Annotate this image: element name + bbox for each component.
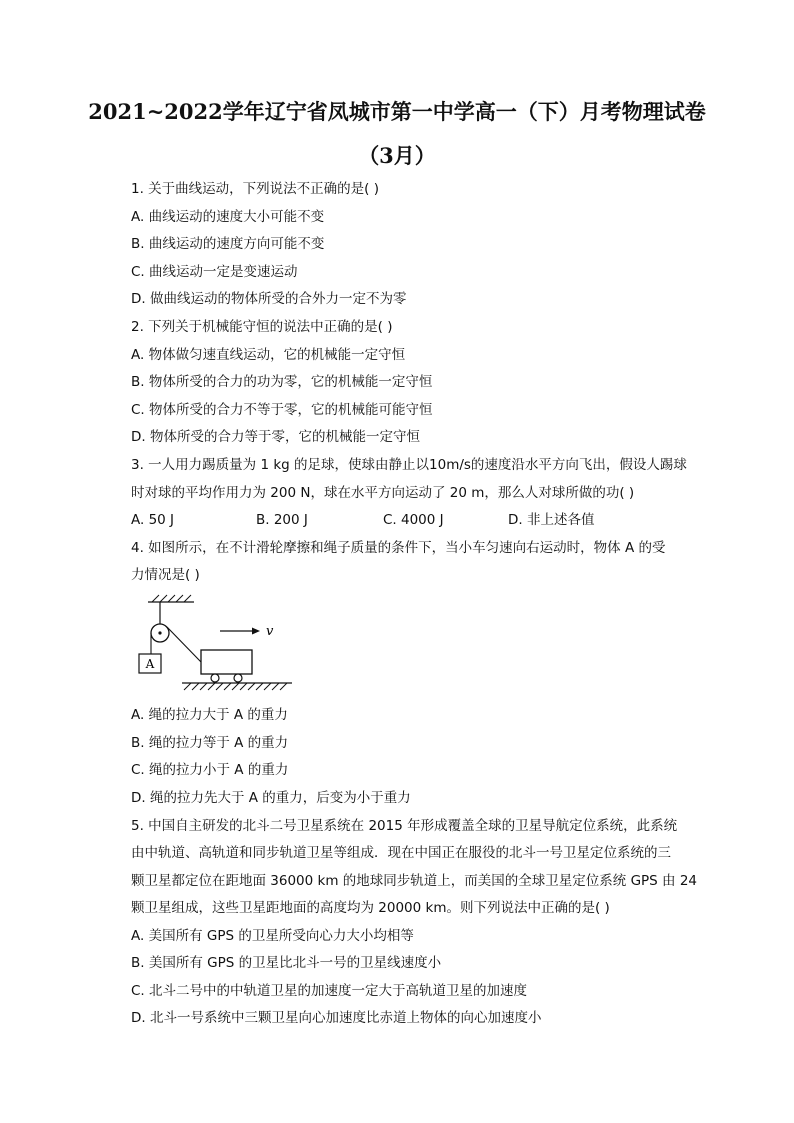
q1-option-c: C. 曲线运动一定是变速运动: [131, 264, 298, 280]
q3-stem-line1: 3. 一人用力踢质量为 1 kg 的足球，使球由静止以10m/s的速度沿水平方向飞出，假设人踢球: [131, 457, 687, 473]
q2-stem: 2. 下列关于机械能守恒的说法中正确的是( ): [131, 319, 393, 335]
exam-title: 2021~2022学年辽宁省凤城市第一中学高一（下）月考物理试卷: [88, 99, 706, 124]
q5-stem-line1: 5. 中国自主研发的北斗二号卫星系统在 2015 年形成覆盖全球的卫星导航定位系统，此系统: [131, 818, 678, 834]
q5-stem-line3: 颗卫星都定位在距地面 36000 km 的地球同步轨道上，而美国的全球卫星定位系统 GPS 由 24: [131, 873, 698, 889]
cart-wheel-right: [234, 674, 242, 682]
q3-option-c: C. 4000 J: [383, 512, 444, 528]
q3-option-a: A. 50 J: [131, 512, 175, 528]
q5-option-a: A. 美国所有 GPS 的卫星所受向心力大小均相等: [131, 928, 414, 944]
q4-option-d: D. 绳的拉力先大于 A 的重力，后变为小于重力: [131, 790, 411, 806]
ground-hatch: [184, 683, 287, 690]
q3-stem-line2: 时对球的平均作用力为 200 N，球在水平方向运动了 20 m，那么人对球所做的功( ): [131, 485, 635, 501]
q2-option-b: B. 物体所受的合力的功为零，它的机械能一定守恒: [131, 374, 433, 390]
ceiling-hatch: [152, 595, 191, 602]
q5-option-b: B. 美国所有 GPS 的卫星比北斗一号的卫星线速度小: [131, 955, 442, 971]
q2-option-a: A. 物体做匀速直线运动，它的机械能一定守恒: [131, 347, 406, 363]
q1-stem: 1. 关于曲线运动，下列说法不正确的是( ): [131, 181, 379, 197]
pulley-cart-figure: [128, 592, 298, 694]
pulley-axle: [158, 631, 161, 634]
q5-option-c: C. 北斗二号中的中轨道卫星的加速度一定大于高轨道卫星的加速度: [131, 983, 528, 999]
q1-option-a: A. 曲线运动的速度大小可能不变: [131, 209, 325, 225]
q4-option-a: A. 绳的拉力大于 A 的重力: [131, 707, 288, 723]
q4-stem-line1: 4. 如图所示，在不计滑轮摩擦和绳子质量的条件下，当小车匀速向右运动时，物体 A 的受: [131, 540, 666, 556]
q3-option-b: B. 200 J: [256, 512, 308, 528]
q1-option-d: D. 做曲线运动的物体所受的合外力一定不为零: [131, 291, 407, 307]
rope-to-cart: [167, 627, 201, 662]
q1-option-b: B. 曲线运动的速度方向可能不变: [131, 236, 325, 252]
velocity-arrow-head: [252, 628, 260, 635]
q5-stem-line4: 颗卫星组成，这些卫星距地面的高度均为 20000 km。则下列说法中正确的是( ): [131, 900, 610, 916]
q3-option-d: D. 非上述各值: [508, 512, 595, 528]
q2-option-d: D. 物体所受的合力等于零，它的机械能一定守恒: [131, 429, 420, 445]
q4-stem-line2: 力情况是( ): [131, 567, 200, 583]
velocity-label: v: [266, 624, 274, 639]
cart-wheel-left: [211, 674, 219, 682]
q5-stem-line2: 由中轨道、高轨道和同步轨道卫星等组成．现在中国正在服役的北斗一号卫星定位系统的三: [131, 845, 671, 861]
exam-subtitle: （3月）: [358, 143, 436, 168]
cart-body: [201, 650, 252, 674]
block-a-label: A: [145, 657, 155, 671]
q5-option-d: D. 北斗一号系统中三颗卫星向心加速度比赤道上物体的向心加速度小: [131, 1010, 542, 1026]
q4-option-c: C. 绳的拉力小于 A 的重力: [131, 762, 289, 778]
q4-option-b: B. 绳的拉力等于 A 的重力: [131, 735, 289, 751]
q2-option-c: C. 物体所受的合力不等于零，它的机械能可能守恒: [131, 402, 433, 418]
